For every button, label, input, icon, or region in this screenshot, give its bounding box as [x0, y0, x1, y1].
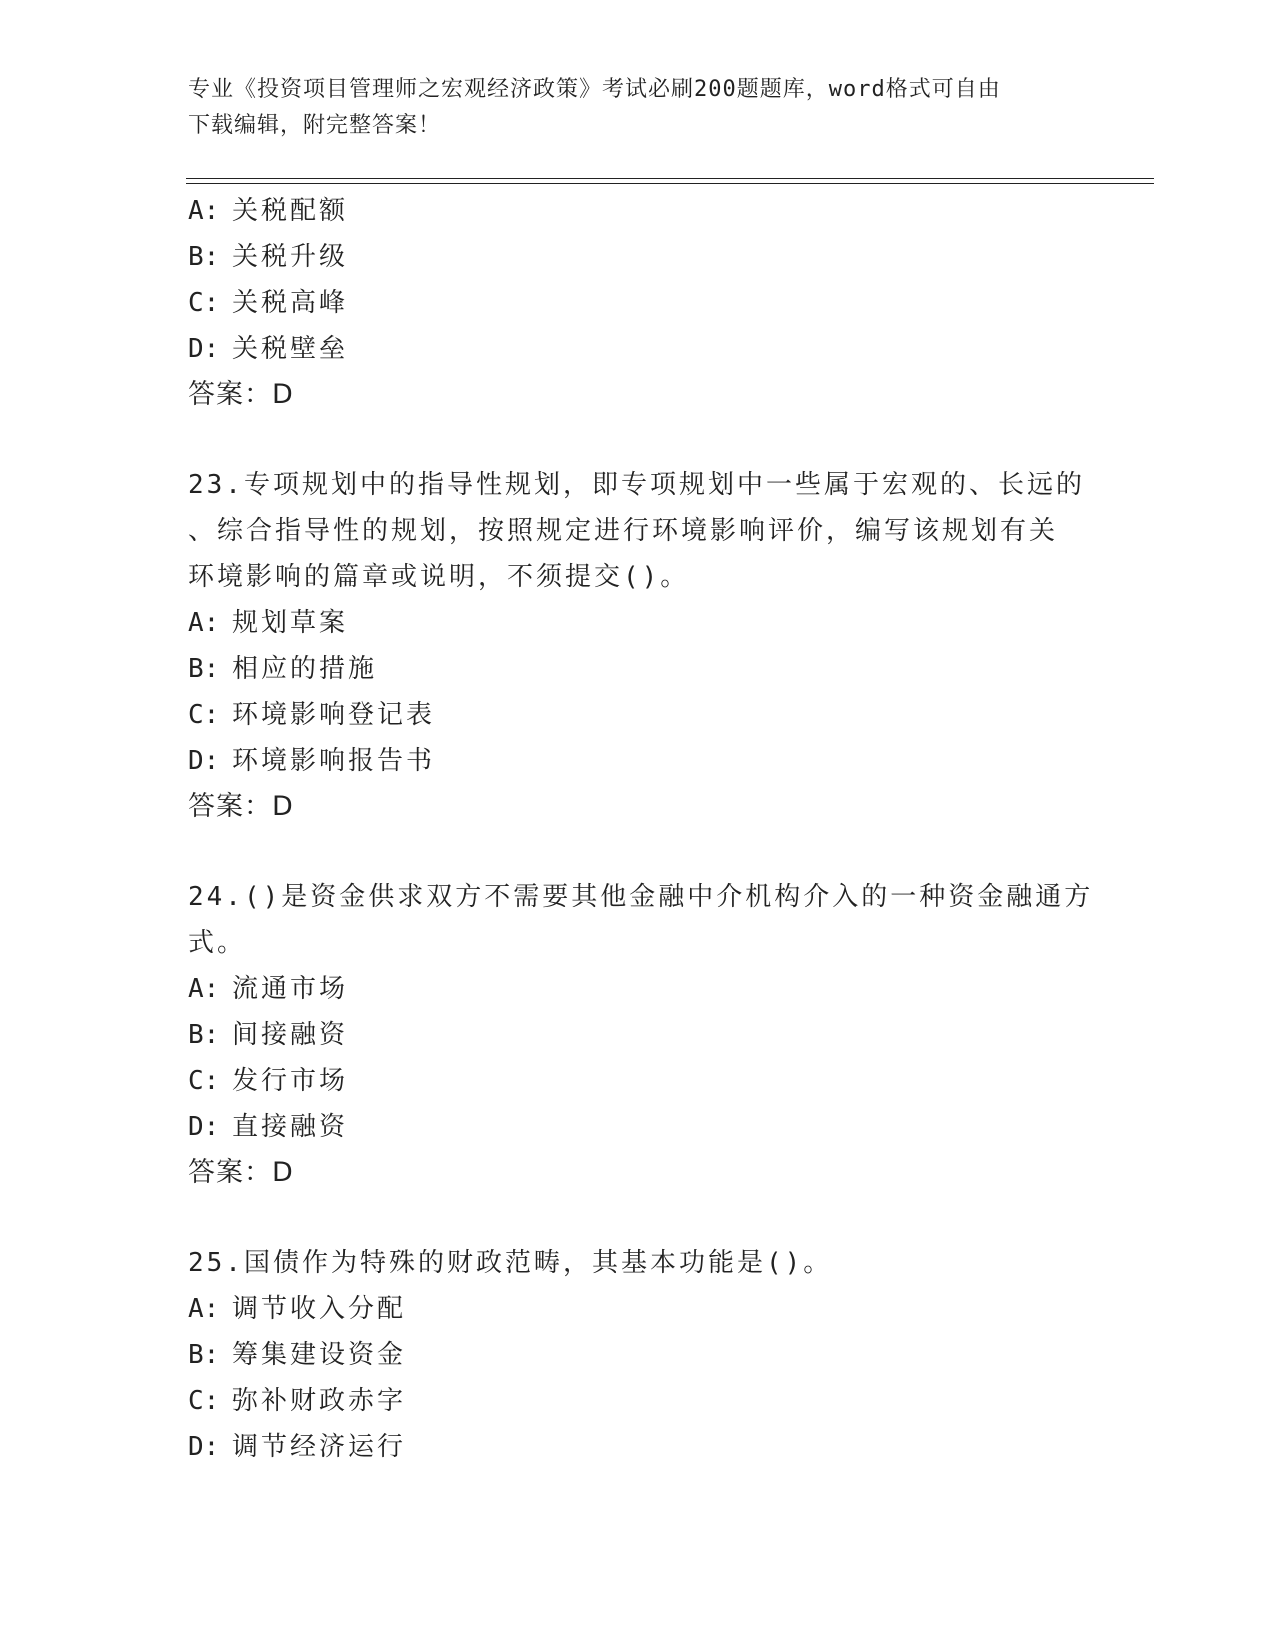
question-text-line: 23.专项规划中的指导性规划，即专项规划中一些属于宏观的、长远的: [188, 470, 1085, 500]
option-c: C: 环境影响登记表: [188, 700, 436, 730]
question-23: [188, 462, 1088, 830]
question-content: [188, 188, 1094, 1470]
question-24: [188, 874, 1094, 1196]
question-22: [188, 188, 1088, 418]
option-a: A: 调节收入分配: [188, 1294, 407, 1324]
option-b: B: 间接融资: [188, 1020, 349, 1050]
question-text-line: 环境影响的篇章或说明，不须提交()。: [188, 562, 690, 592]
answer: 答案：D: [188, 1157, 294, 1188]
option-a: A: 关税配额: [188, 196, 349, 226]
question-text-line: 24.()是资金供求双方不需要其他金融中介机构介入的一种资金融通方: [188, 882, 1094, 912]
question-25: [188, 1240, 1088, 1470]
option-a: A: 规划草案: [188, 608, 349, 638]
question-text-line: 式。: [188, 928, 247, 958]
header-line-1: 专业《投资项目管理师之宏观经济政策》考试必刷200题题库，word格式可自由: [188, 77, 1001, 102]
option-d: D: 调节经济运行: [188, 1432, 407, 1462]
answer: 答案：D: [188, 379, 294, 410]
option-d: D: 环境影响报告书: [188, 746, 436, 776]
document-header: [188, 72, 1068, 144]
option-b: B: 相应的措施: [188, 654, 378, 684]
header-divider-bottom: [186, 183, 1154, 184]
question-text-line: 、综合指导性的规划，按照规定进行环境影响评价，编写该规划有关: [188, 516, 1059, 546]
option-d: D: 关税壁垒: [188, 334, 349, 364]
option-b: B: 筹集建设资金: [188, 1340, 407, 1370]
option-c: C: 发行市场: [188, 1066, 349, 1096]
question-text-line: 25.国债作为特殊的财政范畴，其基本功能是()。: [188, 1248, 833, 1278]
answer: 答案：D: [188, 791, 294, 822]
option-c: C: 关税高峰: [188, 288, 349, 318]
header-line-2: 下载编辑，附完整答案！: [188, 113, 442, 138]
option-d: D: 直接融资: [188, 1112, 349, 1142]
option-b: B: 关税升级: [188, 242, 349, 272]
option-a: A: 流通市场: [188, 974, 349, 1004]
header-divider-top: [186, 178, 1154, 179]
option-c: C: 弥补财政赤字: [188, 1386, 407, 1416]
